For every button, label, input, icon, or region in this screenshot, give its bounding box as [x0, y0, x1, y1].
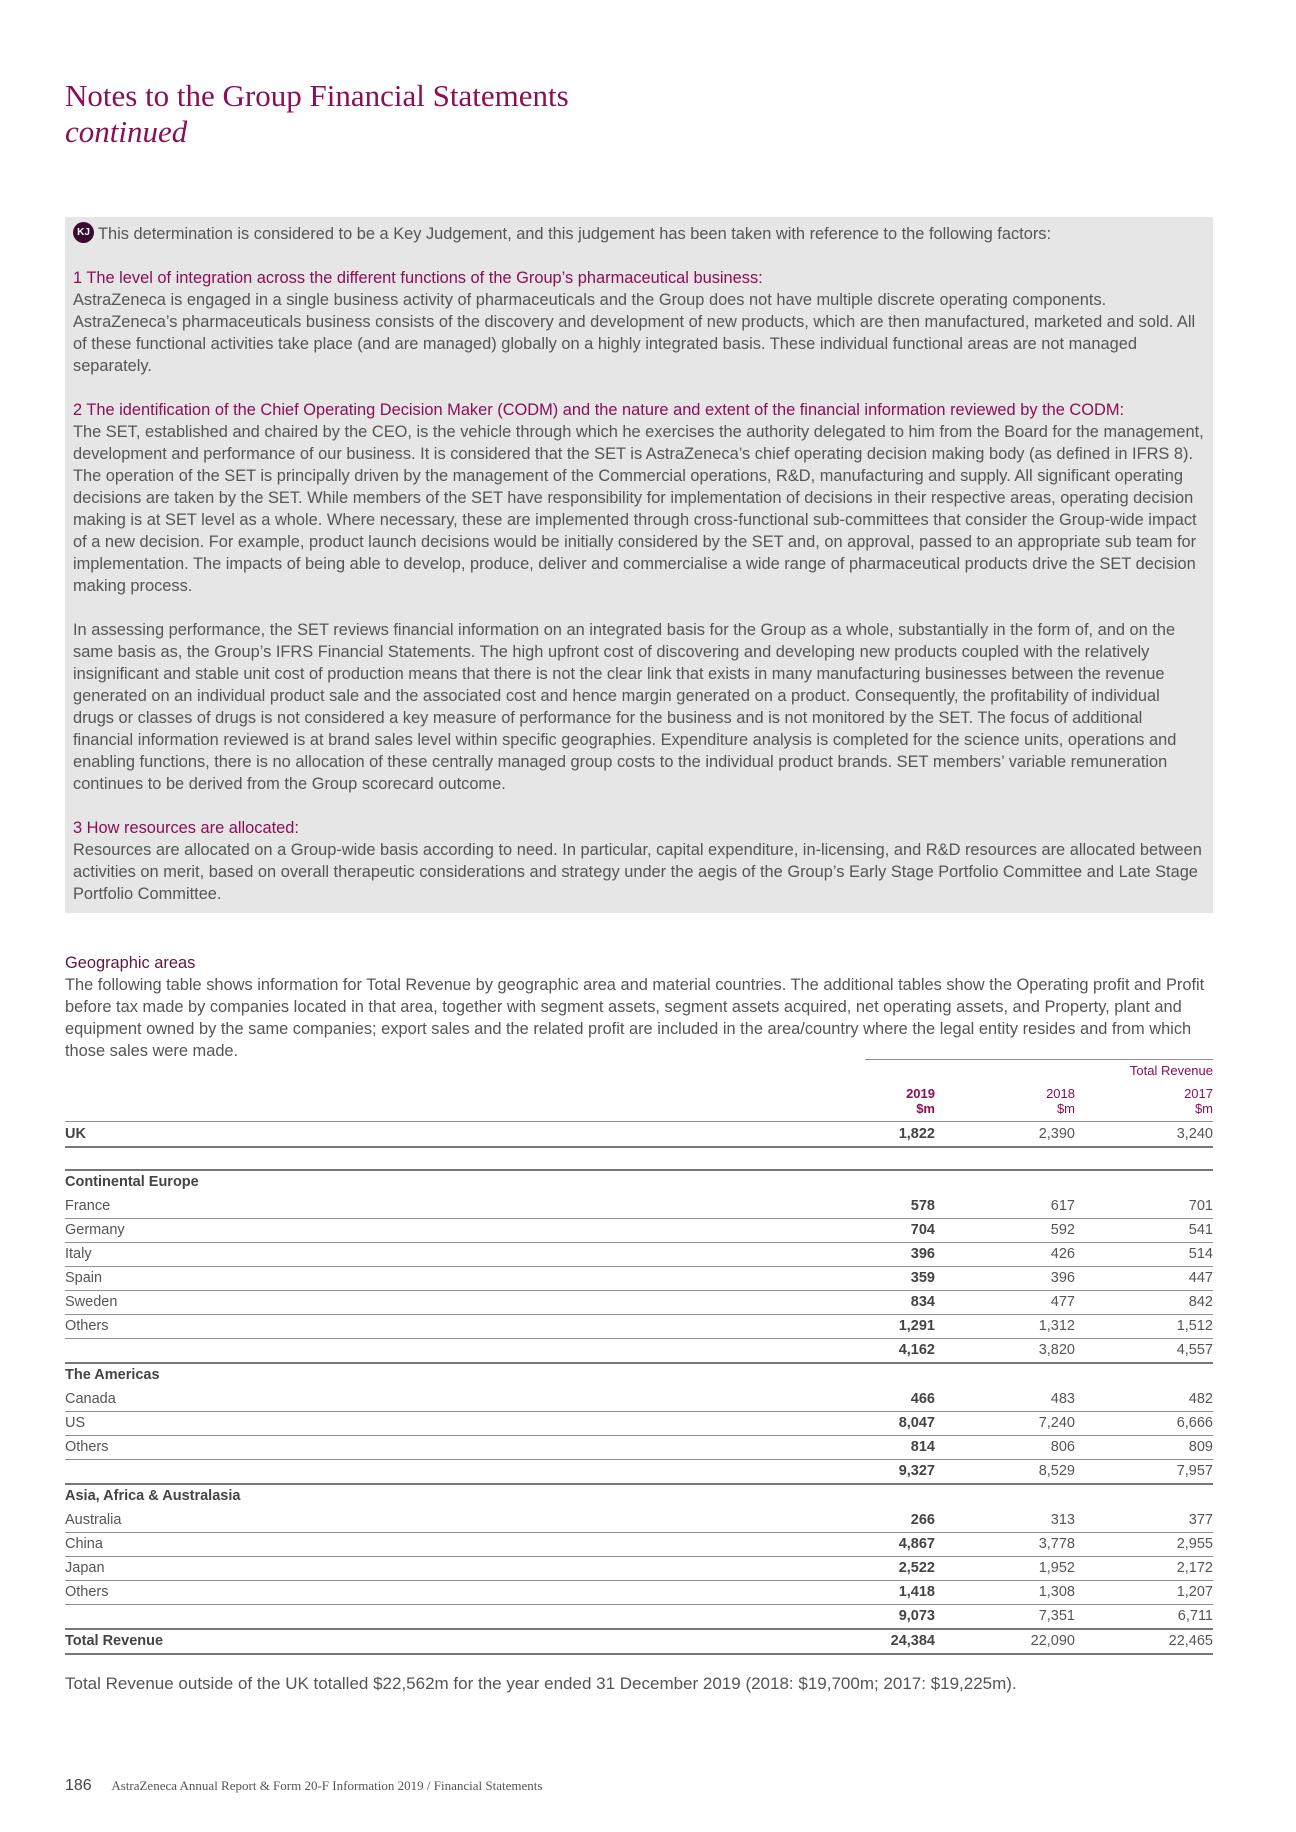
column-year: 2019 — [906, 1086, 935, 1101]
group-label-europe: Continental Europe — [65, 1174, 199, 1190]
row-label: Spain — [65, 1270, 103, 1286]
cell-2018: 477 — [1050, 1294, 1075, 1310]
row-label: France — [65, 1198, 111, 1214]
kj-section-2 — [73, 399, 1205, 795]
cell-2019: 704 — [910, 1222, 935, 1238]
cell-2018: 592 — [1050, 1222, 1075, 1238]
cell-2017: 22,465 — [1168, 1633, 1213, 1649]
cell-2017: 701 — [1188, 1198, 1213, 1214]
cell-2018: 3,778 — [1038, 1536, 1075, 1552]
cell-2017: 842 — [1188, 1294, 1213, 1310]
table-row — [65, 1556, 1213, 1580]
cell-2017: 6,666 — [1176, 1415, 1213, 1431]
divider — [65, 1146, 1213, 1148]
table-row — [65, 1435, 1213, 1459]
column-year: 2018 — [1046, 1086, 1075, 1101]
table-caption: Total Revenue — [865, 1059, 1213, 1082]
cell-2018: 396 — [1050, 1270, 1075, 1286]
cell-2017: 4,557 — [1176, 1342, 1213, 1358]
divider — [65, 1653, 1213, 1655]
footer-text: AstraZeneca Annual Report & Form 20-F Information 2019 / Financial Statements — [111, 1778, 543, 1793]
geographic-areas-heading: Geographic areas — [65, 954, 196, 972]
row-label: UK — [65, 1126, 86, 1142]
cell-2017: 514 — [1188, 1246, 1213, 1262]
cell-2018: 22,090 — [1030, 1633, 1075, 1649]
table-row-total — [65, 1629, 1213, 1653]
cell-2017: 541 — [1188, 1222, 1213, 1238]
cell-2018: 1,952 — [1038, 1560, 1075, 1576]
table-row — [65, 1314, 1213, 1338]
cell-2017: 1,512 — [1176, 1318, 1213, 1334]
column-header-2018 — [975, 1081, 1075, 1121]
cell-2019: 814 — [910, 1439, 935, 1455]
cell-2017: 377 — [1188, 1512, 1213, 1528]
page-number: 186 — [65, 1777, 92, 1794]
row-label: Sweden — [65, 1294, 118, 1310]
cell-2017: 7,957 — [1176, 1463, 1213, 1479]
kj-section-paragraph: The SET, established and chaired by the CEO, is the vehicle through which he exercises the authority delegated to him from the Board for the management, development and performance of our business. It is considered that the SET is AstraZeneca’s chief operating decision making body (as defined in IFRS 8). The operation of the SET is principally driven by the management of the Commercial operations, R&D, manufacturing and supply. All significant operating decisions are taken by the SET. While members of the SET have responsibility for implementation of decisions in their respective areas, operating decision making is at SET level as a whole. Where necessary, these are implemented through cross-functional sub-committees that consider the Group-wide impact of a new decision. For example, product launch decisions would be initially considered by the SET and, on approval, passed to an appropriate sub team for implementation. The impacts of being able to develop, produce, deliver and commercialise a wide range of pharmaceutical products drive the SET decision making process. — [73, 423, 1204, 596]
table-row — [65, 1242, 1213, 1266]
cell-2019: 1,291 — [898, 1318, 935, 1334]
row-label: China — [65, 1536, 103, 1552]
table-row-uk — [65, 1122, 1213, 1146]
table-row — [65, 1411, 1213, 1435]
cell-2018: 426 — [1050, 1246, 1075, 1262]
cell-2019: 4,867 — [898, 1536, 935, 1552]
cell-2019: 359 — [910, 1270, 935, 1286]
kj-section-paragraph: Resources are allocated on a Group-wide basis according to need. In particular, capital expenditure, in-licensing, and R&D resources are allocated between activities on merit, based on overall therapeutic considerations and strategy under the aegis of the Group’s Early Stage Portfolio Committee and Late Stage Portfolio Committee. — [73, 841, 1202, 904]
cell-2019: 834 — [910, 1294, 935, 1310]
row-label: Total Revenue — [65, 1633, 164, 1649]
divider — [65, 1362, 1213, 1364]
cell-2017: 482 — [1188, 1391, 1213, 1407]
key-judgement-icon: KJ — [73, 222, 94, 243]
cell-2017: 2,955 — [1176, 1536, 1213, 1552]
cell-2018: 1,308 — [1038, 1584, 1075, 1600]
kj-section-heading: 2 The identification of the Chief Operating Decision Maker (CODM) and the nature and extent of the financial information reviewed by the CODM: — [73, 401, 1125, 420]
kj-section-1 — [73, 267, 1205, 377]
row-label: Japan — [65, 1560, 105, 1576]
cell-2018: 7,351 — [1038, 1608, 1075, 1624]
page-footer — [65, 1777, 542, 1795]
cell-2019: 24,384 — [890, 1633, 935, 1649]
cell-2017: 6,711 — [1177, 1608, 1213, 1624]
row-label: Others — [65, 1318, 109, 1334]
cell-2019: 9,073 — [898, 1608, 935, 1624]
kj-section-paragraph: AstraZeneca is engaged in a single business activity of pharmaceuticals and the Group does not have multiple discrete operating components. AstraZeneca’s pharmaceuticals business consists of the discovery and development of new products, which are then manufactured, marketed and sold. All of these functional activities take place (and are managed) globally on a highly integrated basis. These individual functional areas are not managed separately. — [73, 291, 1196, 376]
column-header-2017 — [1113, 1081, 1213, 1121]
cell-2019: 466 — [910, 1391, 935, 1407]
table-row-subtotal — [65, 1459, 1213, 1483]
table-row — [65, 1387, 1213, 1411]
table-row — [65, 1290, 1213, 1314]
kj-section-3 — [73, 817, 1205, 905]
cell-2019: 2,522 — [898, 1560, 935, 1576]
cell-2019: 266 — [910, 1512, 935, 1528]
cell-2019: 1,822 — [898, 1126, 935, 1142]
column-unit: $m — [1194, 1101, 1213, 1116]
cell-2019: 4,162 — [898, 1342, 935, 1358]
table-row — [65, 1508, 1213, 1532]
kj-intro — [73, 223, 1205, 245]
row-label: Italy — [65, 1246, 92, 1262]
kj-section-heading: 3 How resources are allocated: — [73, 819, 299, 838]
geographic-areas-intro: The following table shows information for Total Revenue by geographic area and material countries. The additional tables show the Operating profit and Profit before tax made by companies located in that area, together with segment assets, segment assets acquired, net operating assets, and Property, plant and equipment owned by the same companies; export sales and the related profit are included in the area/country where the legal entity resides and from which those sales were made. — [65, 976, 1205, 1060]
cell-2018: 806 — [1050, 1439, 1075, 1455]
group-label-americas: The Americas — [65, 1367, 160, 1383]
cell-2017: 3,240 — [1176, 1126, 1213, 1142]
cell-2018: 617 — [1050, 1198, 1075, 1214]
cell-2018: 8,529 — [1038, 1463, 1075, 1479]
revenue-note: Total Revenue outside of the UK totalled $22,562m for the year ended 31 December 2019 (2018: $19,700m; 2017: $19,225m). — [65, 1674, 1017, 1693]
table-row-subtotal — [65, 1338, 1213, 1362]
table-row — [65, 1218, 1213, 1242]
row-label: US — [65, 1415, 86, 1431]
column-unit: $m — [1056, 1101, 1075, 1116]
cell-2019: 396 — [910, 1246, 935, 1262]
row-label: Others — [65, 1439, 109, 1455]
cell-2018: 313 — [1050, 1512, 1075, 1528]
cell-2019: 578 — [910, 1198, 935, 1214]
page-subtitle: continued — [65, 114, 188, 149]
table-row — [65, 1266, 1213, 1290]
table-row — [65, 1580, 1213, 1604]
cell-2017: 1,207 — [1176, 1584, 1213, 1600]
kj-intro-text: This determination is considered to be a Key Judgement, and this judgement has been taken with reference to the following factors: — [98, 225, 1052, 243]
cell-2019: 1,418 — [898, 1584, 935, 1600]
cell-2017: 447 — [1188, 1270, 1213, 1286]
page-title: Notes to the Group Financial Statements — [65, 78, 569, 113]
cell-2019: 9,327 — [898, 1463, 935, 1479]
kj-section-heading: 1 The level of integration across the different functions of the Group’s pharmaceutical business: — [73, 269, 763, 288]
divider — [65, 1169, 1213, 1171]
table-row — [65, 1532, 1213, 1556]
cell-2018: 1,312 — [1038, 1318, 1075, 1334]
table-row-subtotal — [65, 1604, 1213, 1628]
cell-2017: 2,172 — [1176, 1560, 1213, 1576]
column-year: 2017 — [1184, 1086, 1213, 1101]
key-judgement-box — [65, 217, 1213, 913]
row-label: Others — [65, 1584, 109, 1600]
table-row — [65, 1194, 1213, 1218]
group-label-asia: Asia, Africa & Australasia — [65, 1488, 241, 1504]
cell-2017: 809 — [1188, 1439, 1213, 1455]
row-label: Germany — [65, 1222, 125, 1238]
cell-2018: 3,820 — [1038, 1342, 1075, 1358]
cell-2018: 483 — [1050, 1391, 1075, 1407]
cell-2018: 2,390 — [1038, 1126, 1075, 1142]
row-label: Australia — [65, 1512, 122, 1528]
cell-2019: 8,047 — [898, 1415, 935, 1431]
row-label: Canada — [65, 1391, 116, 1407]
column-header-2019 — [835, 1081, 935, 1121]
kj-section-paragraph: In assessing performance, the SET reviews financial information on an integrated basis for the Group as a whole, substantially in the form of, and on the same basis as, the Group’s IFRS Financial Statements. The high upfront cost of discovering and developing new products coupled with the relatively insignificant and stable unit cost of production means that there is not the clear link that exists in many manufacturing businesses between the revenue generated on an individual product sale and the associated cost and hence margin generated on a product. Consequently, the profitability of individual drugs or classes of drugs is not considered a key measure of performance for the business and is not monitored by the SET. The focus of additional financial information reviewed is at brand sales level within specific geographies. Expenditure analysis is completed for the science units, operations and enabling functions, there is no allocation of these centrally managed group costs to the individual product brands. SET members’ variable remuneration continues to be derived from the Group scorecard outcome. — [73, 621, 1177, 794]
column-unit: $m — [916, 1101, 935, 1116]
cell-2018: 7,240 — [1038, 1415, 1075, 1431]
